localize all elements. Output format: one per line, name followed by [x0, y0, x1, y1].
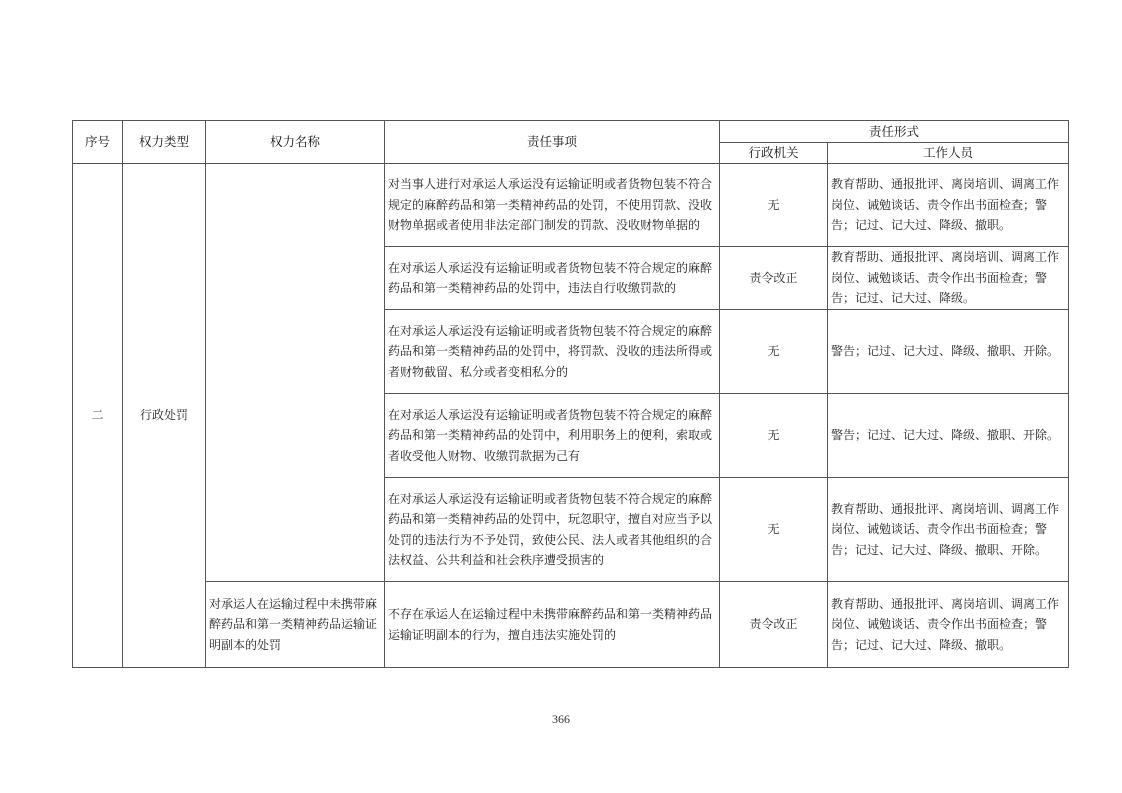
table-row — [73, 164, 1069, 247]
staff-cell: 警告；记过、记大过、降级、撤职、开除。 — [828, 394, 1069, 478]
agency-cell: 无 — [720, 478, 828, 582]
agency-cell: 责令改正 — [720, 582, 828, 668]
header-responsibility-form: 责任形式 — [720, 121, 1069, 143]
header-power-type: 权力类型 — [123, 121, 206, 164]
duty-cell: 在对承运人承运没有运输证明或者货物包装不符合规定的麻醉药品和第一类精神药品的处罚中，将罚款、没收的违法所得或者财物截留、私分或者变相私分的 — [385, 310, 720, 394]
responsibility-table — [72, 120, 1069, 668]
header-seq: 序号 — [73, 121, 123, 164]
staff-cell: 教育帮助、通报批评、离岗培训、调离工作岗位、诫勉谈话、责令作出书面检查；警告；记过、记大过、降级、撤职、开除。 — [828, 478, 1069, 582]
agency-cell: 无 — [720, 394, 828, 478]
agency-cell: 无 — [720, 310, 828, 394]
group-seq: 二 — [73, 164, 123, 668]
agency-cell: 责令改正 — [720, 247, 828, 310]
table-row — [73, 582, 1069, 668]
group-power-type: 行政处罚 — [123, 164, 206, 668]
header-agency: 行政机关 — [720, 143, 828, 164]
header-staff: 工作人员 — [828, 143, 1069, 164]
header-duty: 责任事项 — [385, 121, 720, 164]
duty-cell: 不存在承运人在运输过程中未携带麻醉药品和第一类精神药品运输证明副本的行为，擅自违法实施处罚的 — [385, 582, 720, 668]
page-number: 366 — [552, 712, 570, 726]
power-name-empty — [206, 164, 385, 582]
staff-cell: 警告；记过、记大过、降级、撤职、开除。 — [828, 310, 1069, 394]
header-power-name: 权力名称 — [206, 121, 385, 164]
duty-cell: 在对承运人承运没有运输证明或者货物包装不符合规定的麻醉药品和第一类精神药品的处罚中，违法自行收缴罚款的 — [385, 247, 720, 310]
duty-cell: 在对承运人承运没有运输证明或者货物包装不符合规定的麻醉药品和第一类精神药品的处罚中，利用职务上的便利，索取或者收受他人财物、收缴罚款据为己有 — [385, 394, 720, 478]
duty-cell: 对当事人进行对承运人承运没有运输证明或者货物包装不符合规定的麻醉药品和第一类精神药品的处罚，不使用罚款、没收财物单据或者使用非法定部门制发的罚款、没收财物单据的 — [385, 164, 720, 247]
staff-cell: 教育帮助、通报批评、离岗培训、调离工作岗位、诫勉谈话、责令作出书面检查；警告；记过、记大过、降级、撤职。 — [828, 164, 1069, 247]
duty-cell: 在对承运人承运没有运输证明或者货物包装不符合规定的麻醉药品和第一类精神药品的处罚中，玩忽职守，擅自对应当予以处罚的违法行为不予处罚，致使公民、法人或者其他组织的合法权益、公共利益和社会秩序遭受损害的 — [385, 478, 720, 582]
staff-cell: 教育帮助、通报批评、离岗培训、调离工作岗位、诫勉谈话、责令作出书面检查；警告；记过、记大过、降级、撤职。 — [828, 582, 1069, 668]
staff-cell: 教育帮助、通报批评、离岗培训、调离工作岗位、诫勉谈话、责令作出书面检查；警告；记过、记大过、降级。 — [828, 247, 1069, 310]
power-name-cell: 对承运人在运输过程中未携带麻醉药品和第一类精神药品运输证明副本的处罚 — [206, 582, 385, 668]
agency-cell: 无 — [720, 164, 828, 247]
